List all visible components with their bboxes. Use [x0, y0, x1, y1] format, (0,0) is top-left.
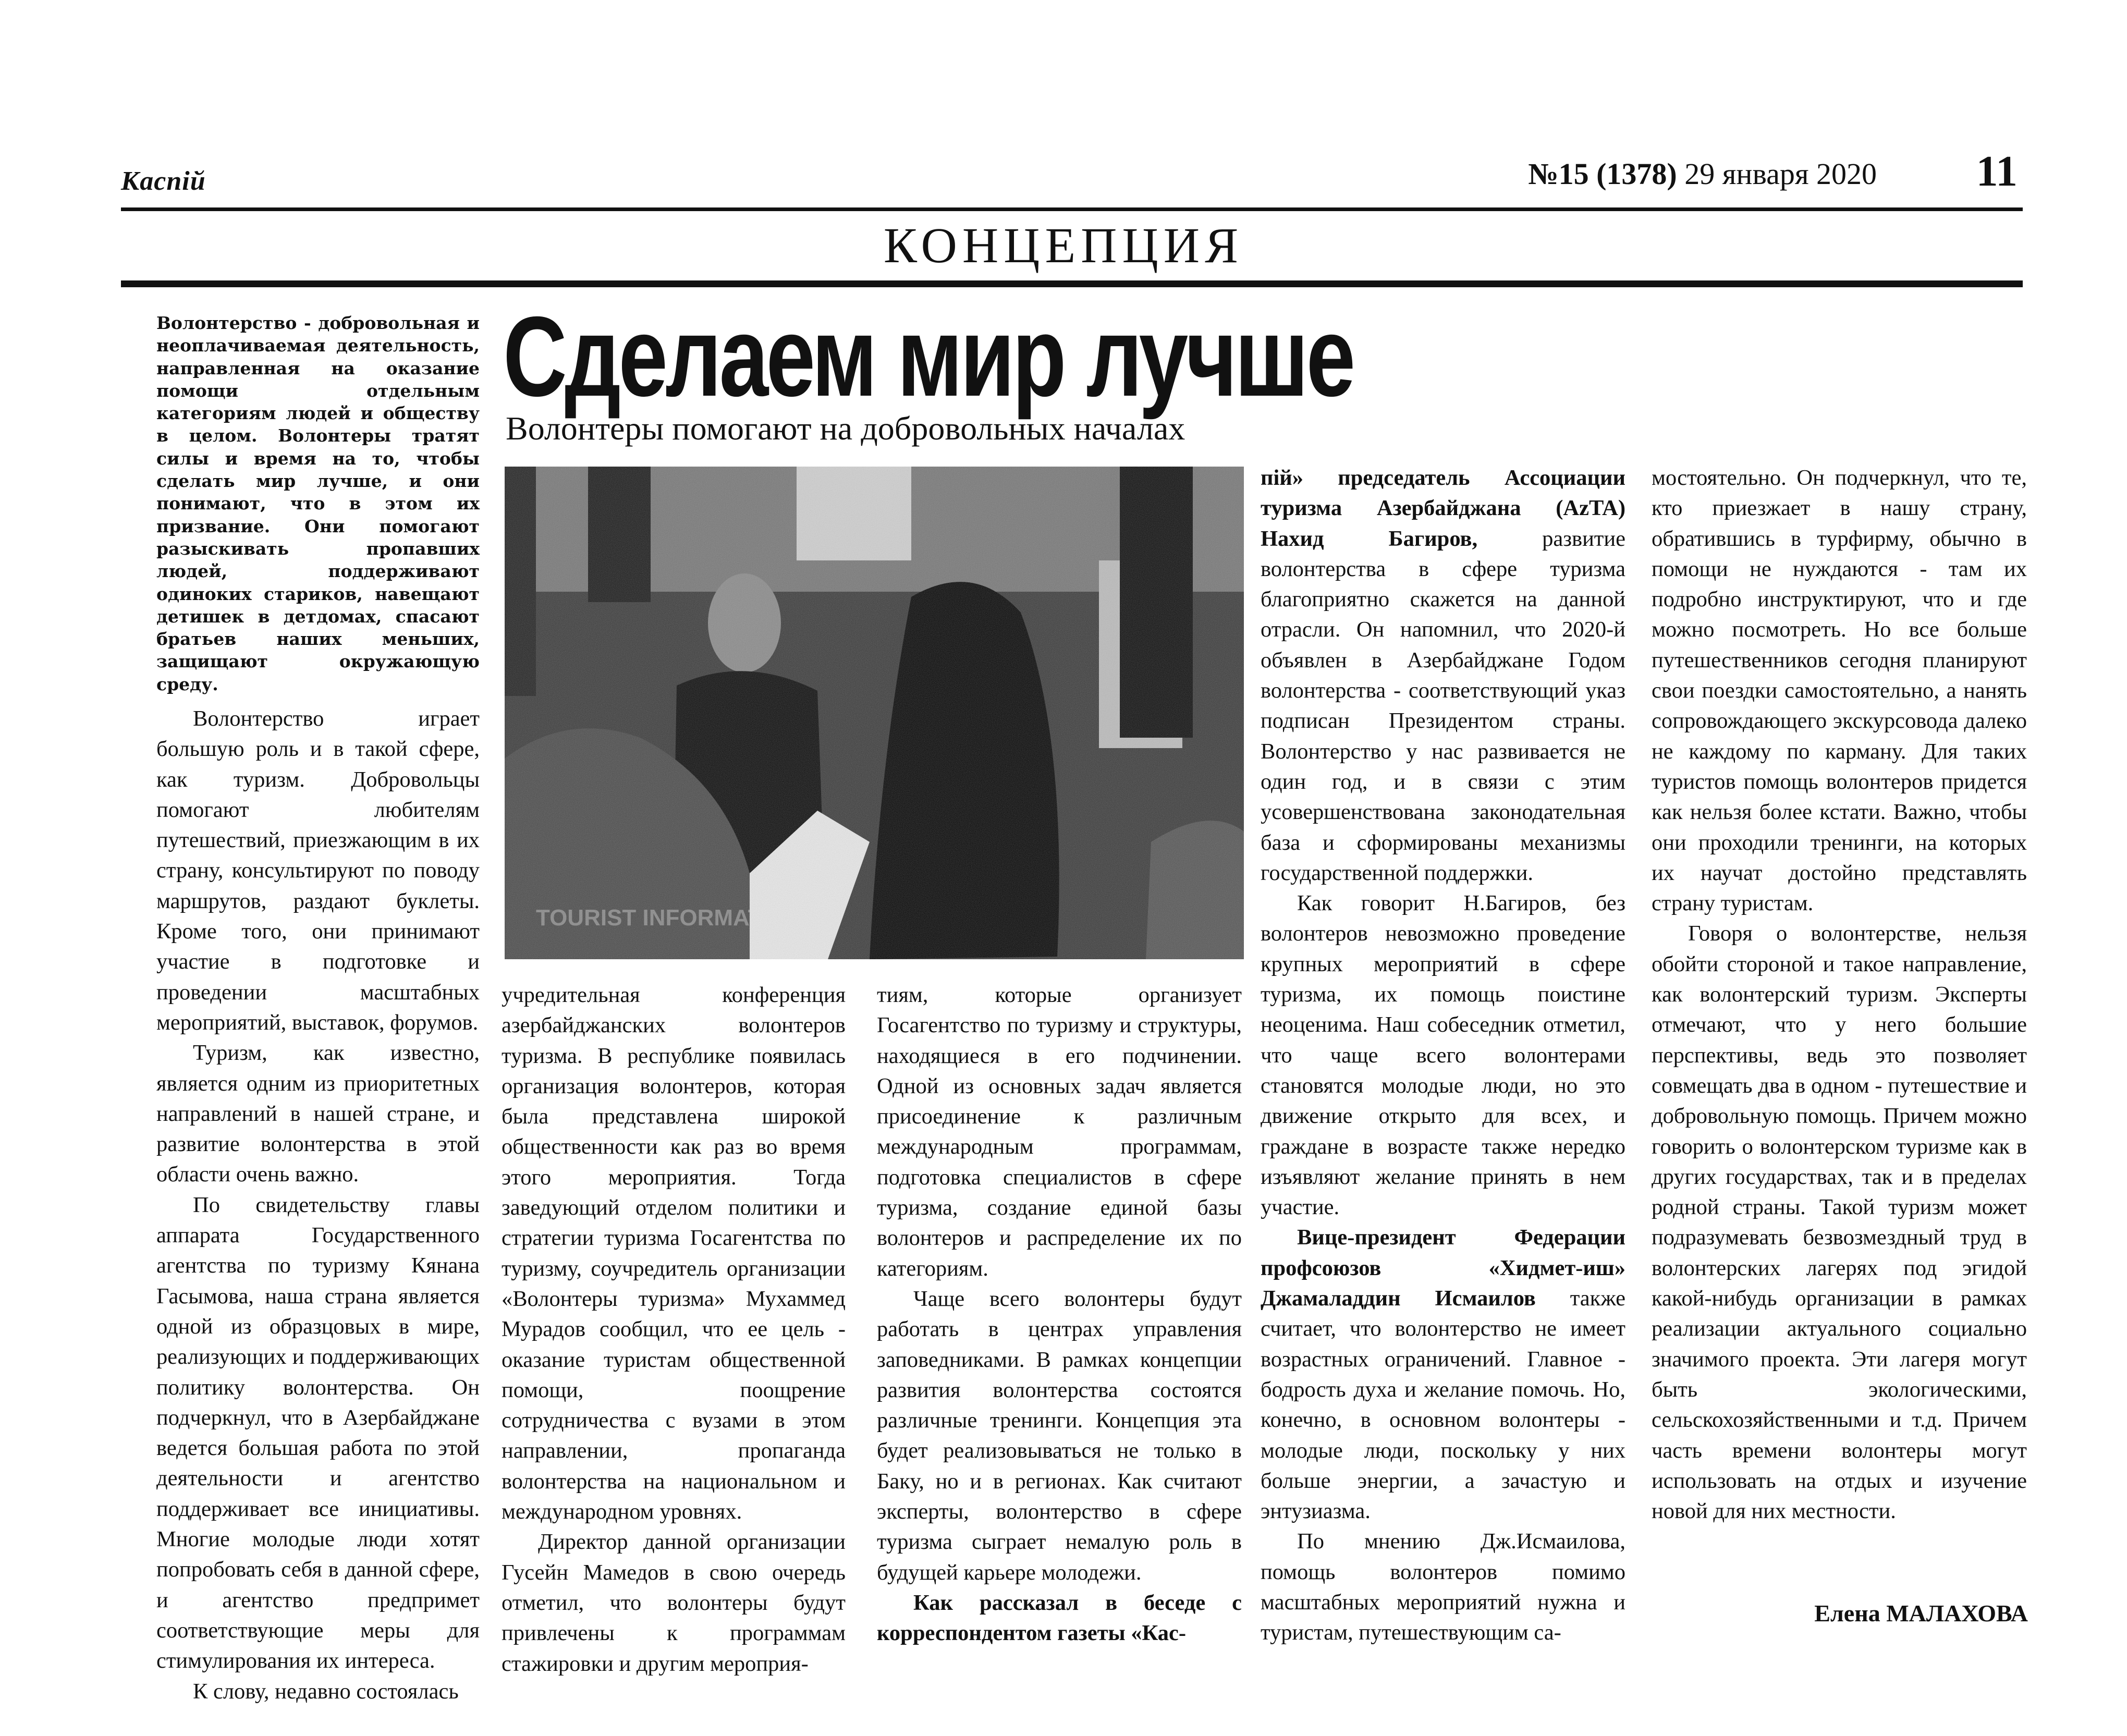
paragraph-text: также считает, что волонтерство не имеет возрастных ограничений. Главное - бодрость духа и желание помочь. Но, конечно, в основном волонтеры - молодые люди, поскольку у них больше энергии, а зачастую и энтузиазма.: [1261, 1286, 1625, 1524]
issue-date: 29 января 2020: [1684, 157, 1877, 191]
paragraph: [1261, 463, 1625, 888]
issue-number: №15 (1378): [1528, 157, 1677, 191]
article-column-3: [877, 980, 1242, 1649]
paragraph: тиям, которые организует Госагентство по туризму и структуры, находящиеся в его подчинении. Одной из основных задач является присоединение к различным международным программам, подготовка специалистов в сфере туризма, создание единой базы волонтеров и распределение их по категориям.: [877, 983, 1242, 1281]
paragraph: мостоятельно. Он подчеркнул, что те, кто приезжает в нашу страну, обратившись в турфирму, обычно в помощи не нуждаются - там их подробно инструктируют, что и где можно посмотреть. Но все больше путешественников сегодня планируют свои поездки самостоятельно, а нанять сопровождающего экскурсовода далеко не каждому по карману. Для таких туристов помощь волонтеров придется как нельзя более кстати. Важно, чтобы они проходили тренинги, на которых их научат достойно представлять страну туристам.: [1652, 466, 2027, 916]
page-number: 11: [1976, 147, 2018, 195]
section-title: КОНЦЕПЦИЯ: [883, 217, 1244, 273]
paragraph: Директор данной организации Гусейн Мамедов в свою очередь отметил, что волонтеры будут привлечены к программам стажировки и другим мероприя-: [502, 1530, 846, 1676]
article-subtitle: Волонтеры помогают на добровольных началах: [506, 410, 1185, 447]
photo-volunteers-image: [505, 467, 1244, 959]
paragraph: По свидетельству главы аппарата Государственного агентства по туризму Кянана Гасымова, наша страна является одной из образцовых в мире, реализующих и поддерживающих политику волонтерства. Он подчеркнул, что в Азербайджане ведется большая работа по этой деятельности и агентство поддерживает все инициативы. Многие молодые люди хотят попробовать себя в данной сфере, и агентство предпримет соответствующие меры для стимулирования их интереса.: [156, 1192, 480, 1673]
bold-lead-text: пій» председатель Ассоциации туризма Азербайджана (AzTA) Нахид Багиров,: [1261, 466, 1625, 551]
paragraph: Говоря о волонтерстве, нельзя обойти стороной и такое направление, как волонтерский туризм. Эксперты отмечают, что у него большие перспективы, ведь это позволяет совмещать два в одном - путешествие и добровольную помощь. Причем можно говорить о волонтерском туризме как в других государствах, так и в пределах родной страны. Такой туризм может подразумевать безвозмездный труд в волонтерских лагерях под эгидой какой-нибудь организации в рамках реализации актуального социально значимого проекта. Эти лагеря могут быть экологическими, сельскохозяйственными и т.д. Причем часть времени волонтеры могут использовать на отдых и изучение новой для них местности.: [1652, 921, 2027, 1524]
bold-lead-text: Как рассказал в беседе с корреспондентом газеты «Кас-: [877, 1590, 1242, 1646]
bold-lead-text: Вице-президент Федерации профсоюзов «Хидмет-иш» Джамаладдин Исмаилов: [1261, 1225, 1625, 1311]
paragraph: [1261, 1222, 1625, 1526]
intro-paragraph: Волонтерство - добровольная и неоплачиваемая деятельность, направленная на оказание помощи отдельным категориям людей и обществу в целом. Волонтеры тратят силы и время на то, чтобы сделать мир лучше, и они понимают, что в этом их призвание. Они помогают разыскивать пропавших людей, поддерживают одиноких стариков, навещают детишек в детдомах, спасают братьев наших меньших, защищают окружающую среду.: [156, 313, 480, 694]
paragraph-text: развитие волонтерства в сфере туризма благоприятно скажется на данной отрасли. Он напомнил, что 2020-й объявлен в Азербайджане Годом волонтерства - соответствующий указ подписан Президентом страны. Волонтерство у нас развивается не один год, и в связи с этим усовершенствована законодательная база и сформированы механизмы государственной поддержки.: [1261, 526, 1625, 885]
paragraph: Как говорит Н.Багиров, без волонтеров невозможно проведение крупных мероприятий в сфере туризма, их помощь поистине неоценима. Наш собеседник отметил, что чаще всего волонтерами становятся молодые люди, но это движение открыто для всех, и граждане в возрасте также нередко изъявляют желание принять в нем участие.: [1261, 891, 1625, 1220]
article-column-1: [156, 704, 480, 1707]
article-headline: Сделаем мир лучше: [503, 294, 1353, 420]
section-rule: [121, 280, 2023, 287]
paragraph: К слову, недавно состоялась: [193, 1679, 459, 1704]
paragraph: Чаще всего волонтеры будут работать в центрах управления заповедниками. В рамках концепции развития волонтерства состоятся различные тренинги. Концепция эта будет реализовываться не только в Баку, но и в регионах. Как считают эксперты, волонтерство в сфере туризма сыграет немалую роль в будущей карьере молодежи.: [877, 1286, 1242, 1585]
newspaper-name: Каспій: [121, 166, 206, 196]
header-rule: [121, 207, 2023, 211]
paragraph: учредительная конференция азербайджанских волонтеров туризма. В республике появилась организация волонтеров, которая была представлена широкой общественности как раз во время этого мероприятия. Тогда заведующий отделом политики и стратегии туризма Госагентства по туризму, соучредитель организации «Волонтеры туризма» Мухаммед Мурадов сообщил, что ее цель - оказание туристам общественной помощи, поощрение сотрудничества с вузами в этом направлении, пропаганда волонтерства на национальном и международном уровнях.: [502, 983, 846, 1524]
paragraph: Туризм, как известно, является одним из приоритетных направлений в нашей стране, и развитие волонтерства в этой области очень важно.: [156, 1041, 480, 1187]
article-column-4: [1261, 463, 1625, 1648]
paragraph: По мнению Дж.Исмаилова, помощь волонтеров помимо масштабных мероприятий нужна и туристам, путешествующим са-: [1261, 1529, 1625, 1645]
author-byline: Елена МАЛАХОВА: [1814, 1600, 2028, 1627]
article-column-2: [502, 980, 846, 1679]
article-photo: [505, 467, 1244, 959]
paragraph-bold-lead: [877, 1588, 1242, 1649]
article-column-5: [1652, 463, 2027, 1526]
article-intro: [156, 312, 480, 695]
paragraph: Волонтерство играет большую роль и в такой сфере, как туризм. Добровольцы помогают любителям путешествий, приезжающим в их страну, консультируют по поводу маршрутов, раздают буклеты. Кроме того, они принимают участие в подготовке и проведении масштабных мероприятий, выставок, форумов.: [156, 706, 480, 1035]
issue-info: [1528, 156, 1877, 191]
